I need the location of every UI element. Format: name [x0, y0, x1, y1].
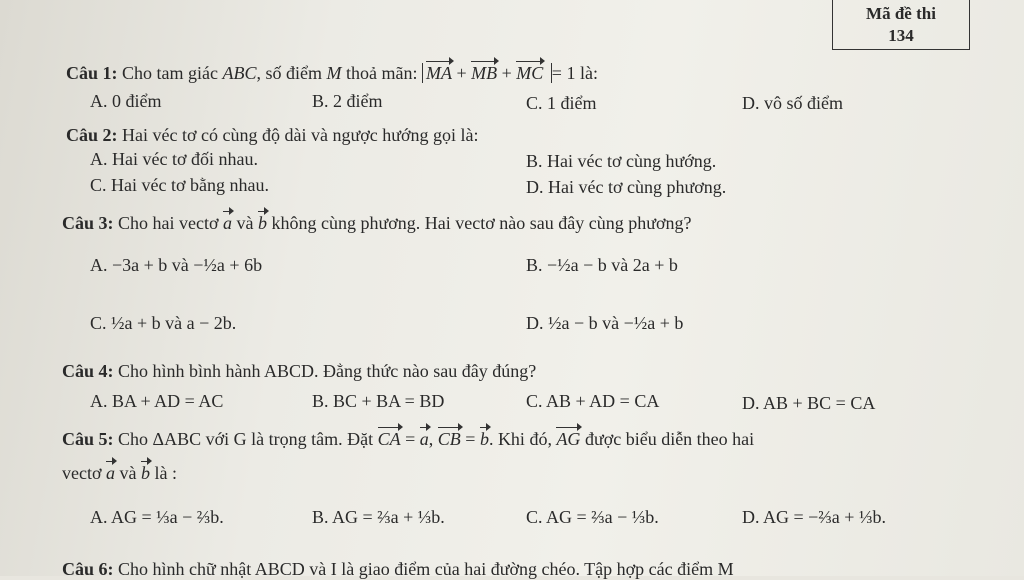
question-1-stem: Câu 1: Cho tam giác ABC, số điểm M thoả mãn: MA + MB + MC = 1 là:	[66, 63, 598, 83]
question-2-stem: Câu 2: Hai véc tơ có cùng độ dài và ngược hướng gọi là:	[66, 125, 479, 145]
q5-option-d: D. AG = −⅔a + ⅓b.	[742, 507, 886, 527]
q2-option-a: A. Hai véc tơ đối nhau.	[90, 149, 258, 169]
exam-code-box	[832, 0, 970, 50]
q5-option-b: B. AG = ⅔a + ⅓b.	[312, 507, 445, 527]
question-5-stem-line1: Câu 5: Cho ΔABC với G là trọng tâm. Đặt CA = a, CB = b. Khi đó, AG được biểu diễn theo hai	[62, 429, 755, 449]
q1-option-a: A. 0 điểm	[90, 91, 162, 111]
q1-option-d: D. vô số điểm	[742, 93, 843, 113]
q4-option-c: C. AB + AD = CA	[526, 391, 660, 411]
q2-option-c: C. Hai véc tơ bằng nhau.	[90, 175, 269, 195]
q1-option-c: C. 1 điểm	[526, 93, 597, 113]
q3-option-c: C. ½a + b và a − 2b.	[90, 313, 237, 333]
question-4-stem: Câu 4: Cho hình bình hành ABCD. Đẳng thức nào sau đây đúng?	[62, 361, 537, 381]
q2-option-b: B. Hai véc tơ cùng hướng.	[526, 151, 717, 171]
question-5-stem-line2: vectơ a và b là :	[62, 463, 177, 483]
q2-option-d: D. Hai véc tơ cùng phương.	[526, 177, 727, 197]
q4-option-d: D. AB + BC = CA	[742, 393, 876, 413]
q5-option-a: A. AG = ⅓a − ⅔b.	[90, 507, 224, 527]
q1-option-b: B. 2 điểm	[312, 91, 383, 111]
q5-option-c: C. AG = ⅔a − ⅓b.	[526, 507, 659, 527]
q3-option-d: D. ½a − b và −½a + b	[526, 313, 684, 333]
question-6-stem: Câu 6: Cho hình chữ nhật ABCD và I là giao điểm của hai đường chéo. Tập hợp các điểm M	[62, 559, 734, 579]
q4-option-b: B. BC + BA = BD	[312, 391, 445, 411]
q4-option-a: A. BA + AD = AC	[90, 391, 224, 411]
question-3-stem: Câu 3: Cho hai vectơ a và b không cùng phương. Hai vectơ nào sau đây cùng phương?	[62, 213, 692, 233]
exam-code-label: Mã đề thi	[866, 4, 936, 23]
q3-option-b: B. −½a − b và 2a + b	[526, 255, 678, 275]
exam-code-value: 134	[888, 26, 914, 45]
q3-option-a: A. −3a + b và −½a + 6b	[90, 255, 263, 275]
q1-vector-sum: MA + MB + MC	[422, 63, 552, 83]
